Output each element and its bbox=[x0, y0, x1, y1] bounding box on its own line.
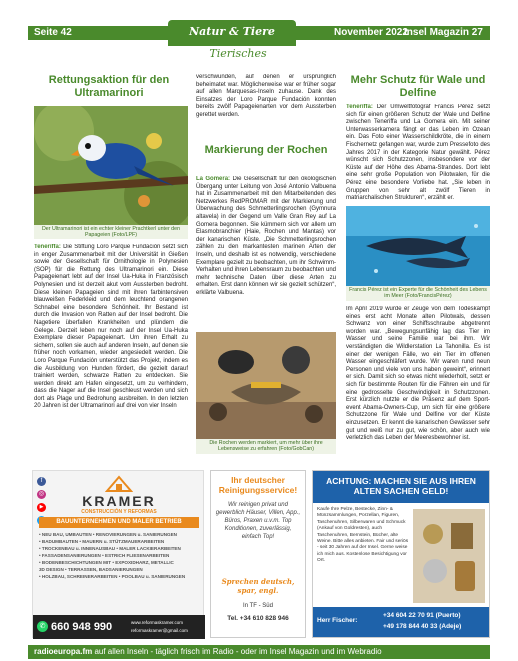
ray-caption: Die Rochen werden markiert, um mehr über ihre Lebensweise zu erfahren (Foto/GobCan) bbox=[196, 439, 336, 454]
article1-body bbox=[34, 244, 188, 466]
whatsapp-icon[interactable]: ✆ bbox=[37, 621, 48, 632]
article1-lead: Teneriffa: bbox=[34, 244, 61, 250]
fischer-phone-adeje[interactable]: +49 178 844 40 33 (Adeje) bbox=[383, 623, 462, 630]
radio-link[interactable]: radioeuropa.fm bbox=[34, 647, 93, 656]
article3-continuation: Im April 2019 wurde er Zeuge von dem Todeskampf eines erst acht Monate alten Pilotwals, dessen Schwanz von einer Schiffsschraube abgetrennt worden war. „Bewegungsunfähig lag das Tier im Wasser und seine Familie war bei ihm. Wir verständigten die Wildlerstation La Tahonilla. Es ist einer der wenigen Fälle, wo ein Tier im offenen Wasser eingeschläfert wurde. Wir waren rund neun Personen und viele von uns haben geweint“, erinnert er sich. Damit sich so etwas nicht wiederholt, setzt er sich für bestimmte Routen für die Fähren ein und für eine gedrosselte Geschwindigkeit in Schutzzonen. Erst kürzlich nutzte er die Präsenz auf dem Sport-event Abama-Owners-Cup, um sich für eine größere Schutzzone für Wale und Delfine vor der Küste einzusetzen. Er kennt die kanarischen Gewässer sehr gut und weiß nur zu gut, wie schön, aber auch wie verletzlich das Leben der Meeresbewohner ist. bbox=[346, 306, 490, 442]
article2-text: Die Gesellschaft für den ökologischen Übergang unter Leitung von José Antonio Valbuena hat in Zusammenarbeit mit den Mitarbeitenden des Netzwerkes RedPROMAR mit der Markierung und Überwachung des Schmetterlingsrochen (Gymnura altavela) in der Gegend um Valle Gran Rey auf La Gomera begonnen. Sie kümmern sich vor allem um Elasmobranchier (Haie, Rochen und Mantas) vor der kanarischen Küste. „Die Schmetterlingsrochen zählen zu den markantesten marinen Arten der Inseln, und deshalb ist es notwendig, verschiedene Exemplare gezielt zu beobachten, um ihr Schwimm-Verhalten und ihren Lebensraum zu beobachten und mehr technische Daten über diese Arten zu erhalten. Erst dann können wir sie gezielt schützen“, erklärte Valbuena. bbox=[196, 176, 336, 296]
cleaning-slogan: Sprechen deutsch, spar, engl. bbox=[221, 577, 295, 595]
parrot-photo bbox=[34, 106, 188, 225]
fischer-text: Kaufe Ihre Pelze, Bestecke, Zinn- & Münzsammlungen, Porzellan, Figuren, Taschenuhren, Silberwaren und Schmuck (Ankauf von Goldresten), auch Taschenuhren, Bernstein, Bücher, alte Weine. Bitte alles anbieten. Fair und seriös - seit 30 Jahren auf der Insel. Gerne weise ich mich aus. Kostenlose Besichtigung vor Ort. bbox=[317, 507, 409, 564]
parrot-caption: Der Ultramarinori ist ein echter kleiner Prachtkerl unter den Papageien (Foto/LPF) bbox=[34, 225, 188, 239]
kramer-contact-bar bbox=[33, 615, 205, 639]
ray-photo bbox=[196, 332, 336, 439]
whale-caption: Francis Pérez ist ein Experte für die Schönheit des Lebens im Meer (Foto/FrancisPérez) bbox=[346, 286, 490, 301]
kramer-headline: BAUUNTERNEHMEN UND MALER BETRIEB bbox=[39, 517, 199, 528]
article2-body bbox=[196, 176, 336, 326]
facebook-icon[interactable]: f bbox=[37, 477, 46, 486]
kramer-services bbox=[39, 531, 199, 580]
section-title: Natur & Tiere bbox=[189, 25, 275, 38]
cleaning-text: Wir reinigen privat und gewerblich Häuser, Villen, App., Büros, Praxen u.v.m. Top Konditionen, zuverlässig, einfach Top! bbox=[215, 502, 301, 540]
cleaning-ad[interactable] bbox=[210, 470, 306, 638]
kramer-service: • HOLZBAU, SCHREINERARBEITEN • POOLBAU u. SANIERUNGEN bbox=[39, 574, 186, 579]
youtube-icon[interactable]: ▶ bbox=[37, 503, 46, 512]
kramer-service: 3D DESIGN • TERRASSEN, BADSANIERUNGEN bbox=[39, 567, 143, 572]
kramer-brand: KRAMER bbox=[82, 493, 156, 509]
article2-lead: La Gomera: bbox=[196, 176, 231, 182]
fischer-title: ACHTUNG: MACHEN SIE AUS IHREN ALTEN SACHEN GELD! bbox=[313, 471, 489, 503]
fischer-name: Herr Fischer: bbox=[317, 617, 358, 624]
cleaning-title: Ihr deutscher Reinigungsservice! bbox=[218, 475, 298, 495]
cleaning-phone[interactable]: Tel. +34 610 828 946 bbox=[227, 615, 289, 622]
kramer-service: • TROCKENBAU u. INNENAUSBAU • MALER LACKIERARBEITEN bbox=[39, 546, 181, 551]
article3-title: Mehr Schutz für Wale und Delfine bbox=[350, 74, 486, 99]
antiques-photo bbox=[413, 509, 485, 603]
article3-text: Der Umweltfotograf Francis Pérez setzt sich für einen größeren Schutz der Wale und Delfine zwischen Teneriffa und La Gomera ein. Mit seiner Unterwasserkamera fängt er das Leben im Ozean ein. Das Foto einer Wasserschildkröte, die in einem Fischernetz gefangen war, wurde zum Pressefoto des Jahres 2017 in der Kategorie Natur gewählt. Pérez wünscht sich Schutzzonen, insbesondere vor der Küste auf der Höhe des Abama-Strandes. Dort lebt eine sehr große Population von Pilotwalen, für die Pérez eine besondere Vorliebe hat. „Sie leben in Gruppen von sehr alt zwölf Tieren in matriarchalischen Strukturen“, erzählt er. bbox=[346, 104, 490, 202]
instagram-icon[interactable]: ◎ bbox=[38, 491, 45, 497]
magazine-name: Insel Magazin 27 bbox=[404, 27, 483, 38]
article1-continuation: verschwunden, auf denen er ursprünglich beheimatet war. Möglicherweise war er früher sogar auf allen Marquesas-Inseln zuhause. Dank des Einsatzes der Loro Parque Fundación konnten bereits zwölf Papageienarten vor dem Aussterben gerettet werden. bbox=[196, 74, 336, 118]
fischer-contact-bar bbox=[313, 607, 489, 637]
footer-slogan: auf allen Inseln - täglich frisch im Radio - oder im Insel Magazin und im Webradio bbox=[92, 647, 382, 656]
page-header bbox=[0, 0, 518, 40]
article1-title: Rettungsaktion für den Ultramarinori bbox=[48, 74, 170, 99]
category-label: Tierisches bbox=[209, 47, 267, 60]
page-number: Seite 42 bbox=[34, 27, 72, 38]
kramer-service: • BODENBESCHICHTUNGEN MIT • EXPOXIDHARZ, METALLIC bbox=[39, 560, 174, 565]
article1-text: Die Stiftung Loro Parque Fundación setzt sich in enger Zusammenarbeit mit der Universität in Gießen sowie der Gesellschaft für Ornithologie in Polynesien (SOP) für die Rettung des Ultramarinori ein. Diese Papageienart lebt auf der Insel Ua-Huka in Französisch Polynesien und ist derzeit akut vom Aussterben bedroht. Diese kleinen Papageien sind mit ihren farbintensiven blauweißen Federkleid und dem leuchtend orangenen Schnabel eine besondere Schönheit. Ihr Bestand ist durch die Invasion von Ratten auf der Insel bedroht. Die Nagetiere überfallen Krankheiten und plündern die Gelege. Derzeit leben nur noch auf der Insel Ua-Huka Exemplare dieser Papageienart. Um ihren Erhalt zu sichern, sollen sie auch auf anderen Inseln, auf denen sie früher noch vorkamen, wieder angesiedelt werden. Die Loro Parque Fundación unterstützt das Projekt, indem es die Ausbildung von Hunden fördert, die gezielt darauf trainiert werden, schwarze Ratten zu entdecken. Sie werden direkt am Hafen eingesetzt, um zu verhindern, dass die Nager auf die Insel geschleust werden und sich dort als Plage und Bedrohung ausbreiten. In den letzten 20 Jahren ist der Ultramarinori auf drei von vier Inseln bbox=[34, 244, 188, 410]
article2-title: Markierung der Rochen bbox=[204, 144, 328, 156]
kramer-service: • FASSADENSANIERUNGEN • ESTRICH FLIESENARBEITEN bbox=[39, 553, 170, 558]
kramer-tagline: CONSTRUCCIÓN Y REFORMAS bbox=[81, 509, 157, 515]
whale-photo bbox=[346, 206, 490, 286]
article3-body bbox=[346, 104, 490, 204]
footer-text bbox=[34, 647, 382, 656]
cleaning-location: In TF - Süd bbox=[243, 603, 273, 609]
fischer-phone-puerto[interactable]: +34 604 22 70 91 (Puerto) bbox=[383, 612, 461, 619]
article3-lead: Teneriffa: bbox=[346, 104, 373, 110]
kramer-ad[interactable] bbox=[32, 470, 204, 638]
kramer-service: • NEU BAU, UMBAUTEN • RENOVIERUNGEN u. SANIERUNGEN bbox=[39, 532, 177, 537]
kramer-email[interactable]: reformaskramer@gmail.com bbox=[131, 628, 188, 633]
fischer-ad[interactable] bbox=[312, 470, 490, 638]
kramer-phone[interactable]: 660 948 990 bbox=[51, 621, 113, 633]
issue-date: November 2022 bbox=[334, 27, 408, 38]
kramer-service: • BADUMBAUTEN • MAUERN u. STÜTZMAUERARBEITEN bbox=[39, 539, 165, 544]
kramer-web[interactable]: www.reformaskramer.com bbox=[131, 620, 184, 625]
